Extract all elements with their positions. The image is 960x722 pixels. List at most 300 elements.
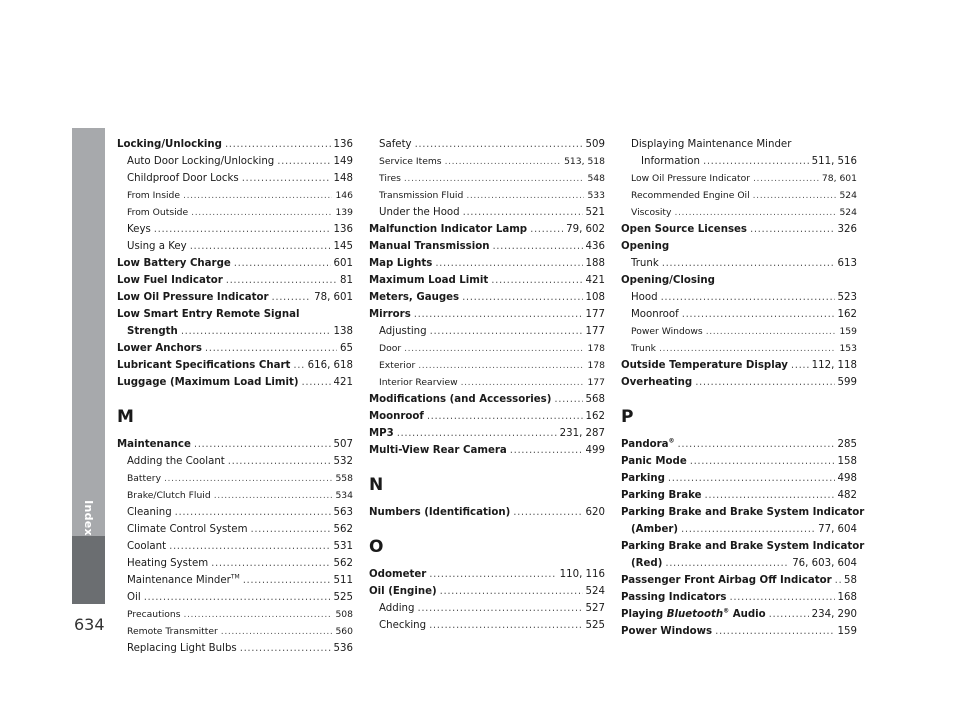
index-entry bbox=[621, 374, 857, 391]
index-entry: Parking Brake and Brake System Indicator bbox=[621, 541, 865, 552]
dot-leader bbox=[211, 555, 330, 572]
entry-term: Open Source Licenses bbox=[621, 224, 747, 235]
entry-term: Moonroof bbox=[369, 411, 424, 422]
dot-leader bbox=[243, 572, 331, 589]
entry-term: Brake/Clutch Fluid bbox=[127, 490, 211, 501]
entry-pages: 112, 118 bbox=[811, 360, 857, 371]
dot-leader bbox=[681, 521, 815, 538]
index-entry: Displaying Maintenance Minder bbox=[631, 139, 792, 150]
index-entry bbox=[369, 204, 605, 221]
entry-pages: 138 bbox=[333, 326, 353, 337]
entry-pages: 110, 116 bbox=[559, 569, 605, 580]
entry-pages: 78, 601 bbox=[821, 173, 857, 184]
dot-leader bbox=[272, 289, 312, 306]
entry-pages: 139 bbox=[335, 207, 353, 218]
index-entry bbox=[621, 170, 857, 187]
entry-pages: 511 bbox=[333, 575, 353, 586]
dot-leader bbox=[221, 623, 333, 640]
index-entry bbox=[369, 170, 605, 187]
entry-term: Auto Door Locking/Unlocking bbox=[127, 156, 275, 167]
dot-leader bbox=[715, 623, 834, 640]
index-entry bbox=[621, 521, 857, 538]
index-entry bbox=[117, 323, 353, 340]
index-entry bbox=[117, 221, 353, 238]
entry-term: Meters, Gauges bbox=[369, 292, 460, 303]
index-entry bbox=[621, 221, 857, 238]
entry-term: Map Lights bbox=[369, 258, 433, 269]
dot-leader bbox=[228, 453, 331, 470]
dot-leader bbox=[435, 255, 582, 272]
entry-pages: 108 bbox=[585, 292, 605, 303]
entry-pages: 531 bbox=[333, 541, 353, 552]
dot-leader bbox=[404, 340, 584, 357]
entry-pages: 511, 516 bbox=[811, 156, 857, 167]
entry-term: Heating System bbox=[127, 558, 209, 569]
entry-term: Overheating bbox=[621, 377, 693, 388]
dot-leader bbox=[429, 566, 556, 583]
index-entry: Parking Brake and Brake System Indicator bbox=[621, 507, 865, 518]
index-entry bbox=[117, 504, 353, 521]
index-entry bbox=[369, 323, 605, 340]
section-letter-o: O bbox=[369, 537, 384, 557]
index-entry bbox=[117, 374, 353, 391]
entry-pages: 146 bbox=[335, 190, 353, 201]
dot-leader bbox=[414, 306, 583, 323]
entry-pages: 421 bbox=[585, 275, 605, 286]
dot-leader bbox=[240, 640, 331, 657]
index-entry bbox=[117, 357, 353, 374]
index-column-2 bbox=[369, 136, 605, 634]
section-letter-p: P bbox=[621, 407, 634, 427]
entry-pages: 76, 603, 604 bbox=[792, 558, 857, 569]
dot-leader bbox=[205, 340, 337, 357]
entry-term: Recommended Engine Oil bbox=[631, 190, 750, 201]
entry-term: (Amber) bbox=[631, 524, 679, 535]
entry-term: MP3 bbox=[369, 428, 394, 439]
index-entry bbox=[117, 453, 353, 470]
entry-term: Odometer bbox=[369, 569, 427, 580]
entry-term: Adjusting bbox=[379, 326, 427, 337]
page-number: 634 bbox=[74, 615, 105, 634]
dot-leader bbox=[668, 470, 835, 487]
dot-leader bbox=[175, 504, 331, 521]
dot-leader bbox=[510, 442, 583, 459]
dot-leader bbox=[530, 221, 563, 238]
dot-leader bbox=[302, 374, 331, 391]
index-entry bbox=[117, 487, 353, 504]
dot-leader bbox=[491, 272, 582, 289]
entry-term: Panic Mode bbox=[621, 456, 687, 467]
entry-pages: 162 bbox=[837, 309, 857, 320]
entry-term: Multi-View Rear Camera bbox=[369, 445, 507, 456]
dot-leader bbox=[835, 572, 841, 589]
entry-term: Malfunction Indicator Lamp bbox=[369, 224, 528, 235]
index-entry bbox=[117, 606, 353, 623]
entry-pages: 153 bbox=[839, 343, 857, 354]
entry-pages: 534 bbox=[335, 490, 353, 501]
index-entry bbox=[117, 436, 353, 453]
entry-term: Information bbox=[641, 156, 700, 167]
index-entry bbox=[369, 374, 605, 391]
entry-pages: 523 bbox=[837, 292, 857, 303]
entry-term: Remote Transmitter bbox=[127, 626, 218, 637]
dot-leader bbox=[277, 153, 330, 170]
dot-leader bbox=[682, 306, 835, 323]
entry-pages: 560 bbox=[335, 626, 353, 637]
dot-leader bbox=[415, 136, 583, 153]
dot-leader bbox=[554, 391, 582, 408]
entry-pages: 145 bbox=[333, 241, 353, 252]
entry-pages: 77, 604 bbox=[818, 524, 857, 535]
entry-term: Interior Rearview bbox=[379, 377, 458, 388]
dot-leader bbox=[791, 357, 809, 374]
index-entry bbox=[621, 470, 857, 487]
dot-leader bbox=[753, 187, 837, 204]
index-entry bbox=[369, 289, 605, 306]
index-entry: Opening bbox=[621, 241, 670, 252]
entry-term: Oil bbox=[127, 592, 141, 603]
entry-term: From Outside bbox=[127, 207, 189, 218]
index-entry bbox=[369, 617, 605, 634]
entry-term: Hood bbox=[631, 292, 658, 303]
entry-term: Outside Temperature Display bbox=[621, 360, 788, 371]
entry-pages: 525 bbox=[585, 620, 605, 631]
entry-term: (Red) bbox=[631, 558, 663, 569]
index-entry bbox=[621, 255, 857, 272]
entry-term: Viscosity bbox=[631, 207, 672, 218]
entry-pages: 177 bbox=[585, 326, 605, 337]
index-entry bbox=[369, 583, 605, 600]
entry-pages: 548 bbox=[587, 173, 605, 184]
index-entry bbox=[117, 470, 353, 487]
entry-pages: 498 bbox=[837, 473, 857, 484]
index-entry bbox=[369, 187, 605, 204]
index-entry bbox=[621, 340, 857, 357]
index-entry bbox=[369, 136, 605, 153]
entry-pages: 234, 290 bbox=[811, 609, 857, 620]
dot-leader bbox=[703, 153, 809, 170]
dot-leader bbox=[695, 374, 834, 391]
index-entry bbox=[117, 640, 353, 657]
index-entry bbox=[621, 323, 857, 340]
entry-pages: 599 bbox=[837, 377, 857, 388]
index-entry: Opening/Closing bbox=[621, 275, 715, 286]
entry-pages: 616, 618 bbox=[307, 360, 353, 371]
entry-term: Low Oil Pressure Indicator bbox=[631, 173, 751, 184]
entry-pages: 178 bbox=[587, 343, 605, 354]
index-entry bbox=[621, 572, 857, 589]
entry-term: Moonroof bbox=[631, 309, 679, 320]
index-entry bbox=[117, 187, 353, 204]
dot-leader bbox=[769, 606, 809, 623]
entry-term: Manual Transmission bbox=[369, 241, 490, 252]
entry-term: Adding bbox=[379, 603, 415, 614]
index-entry bbox=[369, 272, 605, 289]
entry-term: Keys bbox=[127, 224, 151, 235]
dot-leader bbox=[242, 170, 331, 187]
index-entry bbox=[621, 289, 857, 306]
entry-term: Replacing Light Bulbs bbox=[127, 643, 237, 654]
index-entry bbox=[621, 187, 857, 204]
index-entry bbox=[117, 340, 353, 357]
entry-pages: 58 bbox=[844, 575, 857, 586]
entry-term: Parking bbox=[621, 473, 665, 484]
entry-pages: 568 bbox=[585, 394, 605, 405]
section-letter-m: M bbox=[117, 407, 134, 427]
dot-leader bbox=[678, 436, 835, 453]
index-entry: Low Smart Entry Remote Signal bbox=[117, 309, 300, 320]
entry-term: Playing Bluetooth® Audio bbox=[621, 607, 766, 620]
entry-term: Locking/Unlocking bbox=[117, 139, 222, 150]
entry-pages: 524 bbox=[839, 190, 857, 201]
dot-leader bbox=[466, 187, 584, 204]
index-entry bbox=[369, 566, 605, 583]
dot-leader bbox=[427, 408, 583, 425]
index-entry bbox=[117, 572, 353, 589]
index-entry bbox=[117, 289, 353, 306]
dot-leader bbox=[164, 470, 332, 487]
entry-pages: 620 bbox=[585, 507, 605, 518]
dot-leader bbox=[729, 589, 834, 606]
entry-pages: 562 bbox=[333, 524, 353, 535]
dot-leader bbox=[665, 555, 789, 572]
dot-leader bbox=[404, 170, 585, 187]
entry-term: Luggage (Maximum Load Limit) bbox=[117, 377, 299, 388]
section-letter-n: N bbox=[369, 475, 384, 495]
entry-term: Trunk bbox=[631, 258, 659, 269]
entry-pages: 507 bbox=[333, 439, 353, 450]
entry-term: Battery bbox=[127, 473, 162, 484]
index-entry bbox=[369, 255, 605, 272]
entry-pages: 159 bbox=[837, 626, 857, 637]
entry-term: Maintenance Minder™ bbox=[127, 573, 240, 586]
index-entry bbox=[621, 555, 857, 572]
entry-pages: 162 bbox=[585, 411, 605, 422]
dot-leader bbox=[144, 589, 331, 606]
entry-term: Using a Key bbox=[127, 241, 187, 252]
dot-leader bbox=[214, 487, 333, 504]
entry-term: Lower Anchors bbox=[117, 343, 202, 354]
dot-leader bbox=[661, 289, 835, 306]
entry-term: Cleaning bbox=[127, 507, 172, 518]
entry-pages: 533 bbox=[587, 190, 605, 201]
entry-term: Power Windows bbox=[631, 326, 703, 337]
entry-term: Passing Indicators bbox=[621, 592, 727, 603]
entry-pages: 231, 287 bbox=[559, 428, 605, 439]
entry-pages: 79, 602 bbox=[566, 224, 605, 235]
entry-pages: 65 bbox=[340, 343, 353, 354]
entry-pages: 148 bbox=[333, 173, 353, 184]
entry-pages: 482 bbox=[837, 490, 857, 501]
index-entry bbox=[117, 153, 353, 170]
index-entry bbox=[621, 589, 857, 606]
entry-term: From Inside bbox=[127, 190, 181, 201]
index-entry bbox=[369, 357, 605, 374]
entry-term: Power Windows bbox=[621, 626, 713, 637]
entry-term: Lubricant Specifications Chart bbox=[117, 360, 291, 371]
dot-leader bbox=[226, 272, 337, 289]
index-entry bbox=[117, 255, 353, 272]
dot-leader bbox=[659, 340, 836, 357]
entry-pages: 177 bbox=[585, 309, 605, 320]
dot-leader bbox=[750, 221, 835, 238]
dot-leader bbox=[154, 221, 331, 238]
dot-leader bbox=[397, 425, 557, 442]
index-entry bbox=[621, 623, 857, 640]
entry-pages: 136 bbox=[333, 224, 353, 235]
index-entry bbox=[621, 204, 857, 221]
entry-pages: 188 bbox=[585, 258, 605, 269]
entry-pages: 136 bbox=[333, 139, 353, 150]
index-tab-label: Index bbox=[82, 500, 96, 536]
dot-leader bbox=[440, 583, 583, 600]
dot-leader bbox=[513, 504, 582, 521]
dot-leader bbox=[674, 204, 836, 221]
index-column-1 bbox=[117, 136, 353, 657]
dot-leader bbox=[234, 255, 331, 272]
index-entry bbox=[117, 272, 353, 289]
dot-leader bbox=[690, 453, 835, 470]
entry-pages: 536 bbox=[333, 643, 353, 654]
entry-pages: 524 bbox=[585, 586, 605, 597]
dot-leader bbox=[191, 204, 332, 221]
entry-pages: 168 bbox=[837, 592, 857, 603]
dot-leader bbox=[461, 374, 585, 391]
entry-pages: 178 bbox=[587, 360, 605, 371]
entry-pages: 524 bbox=[839, 207, 857, 218]
entry-pages: 558 bbox=[335, 473, 353, 484]
entry-pages: 562 bbox=[333, 558, 353, 569]
index-entry bbox=[369, 600, 605, 617]
index-entry bbox=[117, 170, 353, 187]
index-entry bbox=[621, 606, 857, 623]
entry-pages: 499 bbox=[585, 445, 605, 456]
index-entry bbox=[369, 391, 605, 408]
entry-pages: 81 bbox=[340, 275, 353, 286]
dot-leader bbox=[705, 487, 835, 504]
dot-leader bbox=[418, 357, 584, 374]
entry-term: Coolant bbox=[127, 541, 167, 552]
dot-leader bbox=[190, 238, 331, 255]
entry-term: Adding the Coolant bbox=[127, 456, 225, 467]
entry-term: Tires bbox=[379, 173, 401, 184]
entry-pages: 613 bbox=[837, 258, 857, 269]
entry-pages: 513, 518 bbox=[564, 156, 605, 167]
index-entry bbox=[621, 306, 857, 323]
entry-pages: 527 bbox=[585, 603, 605, 614]
index-entry bbox=[621, 453, 857, 470]
dot-leader bbox=[463, 204, 583, 221]
entry-term: Maximum Load Limit bbox=[369, 275, 489, 286]
index-entry bbox=[117, 136, 353, 153]
entry-pages: 149 bbox=[333, 156, 353, 167]
entry-term: Checking bbox=[379, 620, 427, 631]
dot-leader bbox=[492, 238, 582, 255]
index-entry bbox=[369, 306, 605, 323]
entry-pages: 508 bbox=[335, 609, 353, 620]
entry-pages: 601 bbox=[333, 258, 353, 269]
entry-term: Parking Brake bbox=[621, 490, 702, 501]
dot-leader bbox=[184, 606, 333, 623]
entry-term: Passenger Front Airbag Off Indicator bbox=[621, 575, 832, 586]
entry-term: Trunk bbox=[631, 343, 657, 354]
entry-pages: 285 bbox=[837, 439, 857, 450]
dot-leader bbox=[293, 357, 304, 374]
entry-pages: 158 bbox=[837, 456, 857, 467]
entry-pages: 421 bbox=[333, 377, 353, 388]
dot-leader bbox=[462, 289, 582, 306]
index-entry bbox=[117, 538, 353, 555]
dot-leader bbox=[225, 136, 331, 153]
index-entry bbox=[117, 521, 353, 538]
dot-leader bbox=[417, 600, 582, 617]
entry-pages: 78, 601 bbox=[314, 292, 353, 303]
index-entry bbox=[621, 487, 857, 504]
entry-term: Low Battery Charge bbox=[117, 258, 231, 269]
dot-leader bbox=[183, 187, 332, 204]
entry-pages: 525 bbox=[333, 592, 353, 603]
entry-term: Exterior bbox=[379, 360, 416, 371]
entry-term: Pandora® bbox=[621, 437, 675, 450]
entry-term: Maintenance bbox=[117, 439, 191, 450]
dot-leader bbox=[445, 153, 562, 170]
dot-leader bbox=[194, 436, 331, 453]
index-entry bbox=[369, 221, 605, 238]
index-entry bbox=[621, 357, 857, 374]
index-entry bbox=[369, 408, 605, 425]
entry-pages: 563 bbox=[333, 507, 353, 518]
entry-term: Childproof Door Locks bbox=[127, 173, 239, 184]
entry-term: Safety bbox=[379, 139, 412, 150]
entry-term: Climate Control System bbox=[127, 524, 248, 535]
entry-term: Numbers (Identification) bbox=[369, 507, 511, 518]
index-entry bbox=[621, 436, 857, 453]
dot-leader bbox=[169, 538, 330, 555]
index-entry bbox=[369, 153, 605, 170]
entry-term: Under the Hood bbox=[379, 207, 460, 218]
entry-pages: 326 bbox=[837, 224, 857, 235]
entry-term: Strength bbox=[127, 326, 178, 337]
entry-term: Transmission Fluid bbox=[379, 190, 464, 201]
dot-leader bbox=[753, 170, 819, 187]
entry-term: Low Oil Pressure Indicator bbox=[117, 292, 269, 303]
index-entry bbox=[369, 442, 605, 459]
dot-leader bbox=[430, 323, 583, 340]
entry-term: Door bbox=[379, 343, 402, 354]
index-entry bbox=[117, 238, 353, 255]
dot-leader bbox=[429, 617, 582, 634]
entry-pages: 177 bbox=[587, 377, 605, 388]
entry-pages: 436 bbox=[585, 241, 605, 252]
dot-leader bbox=[181, 323, 331, 340]
entry-pages: 509 bbox=[585, 139, 605, 150]
entry-term: Precautions bbox=[127, 609, 181, 620]
index-entry bbox=[369, 340, 605, 357]
index-entry bbox=[621, 153, 857, 170]
index-entry bbox=[369, 238, 605, 255]
index-tab-marker bbox=[72, 536, 105, 604]
entry-term: Low Fuel Indicator bbox=[117, 275, 223, 286]
entry-pages: 532 bbox=[333, 456, 353, 467]
index-entry bbox=[117, 204, 353, 221]
dot-leader bbox=[706, 323, 837, 340]
index-entry bbox=[117, 555, 353, 572]
entry-pages: 159 bbox=[839, 326, 857, 337]
index-entry bbox=[117, 589, 353, 606]
entry-term: Service Items bbox=[379, 156, 442, 167]
entry-pages: 521 bbox=[585, 207, 605, 218]
index-entry bbox=[117, 623, 353, 640]
